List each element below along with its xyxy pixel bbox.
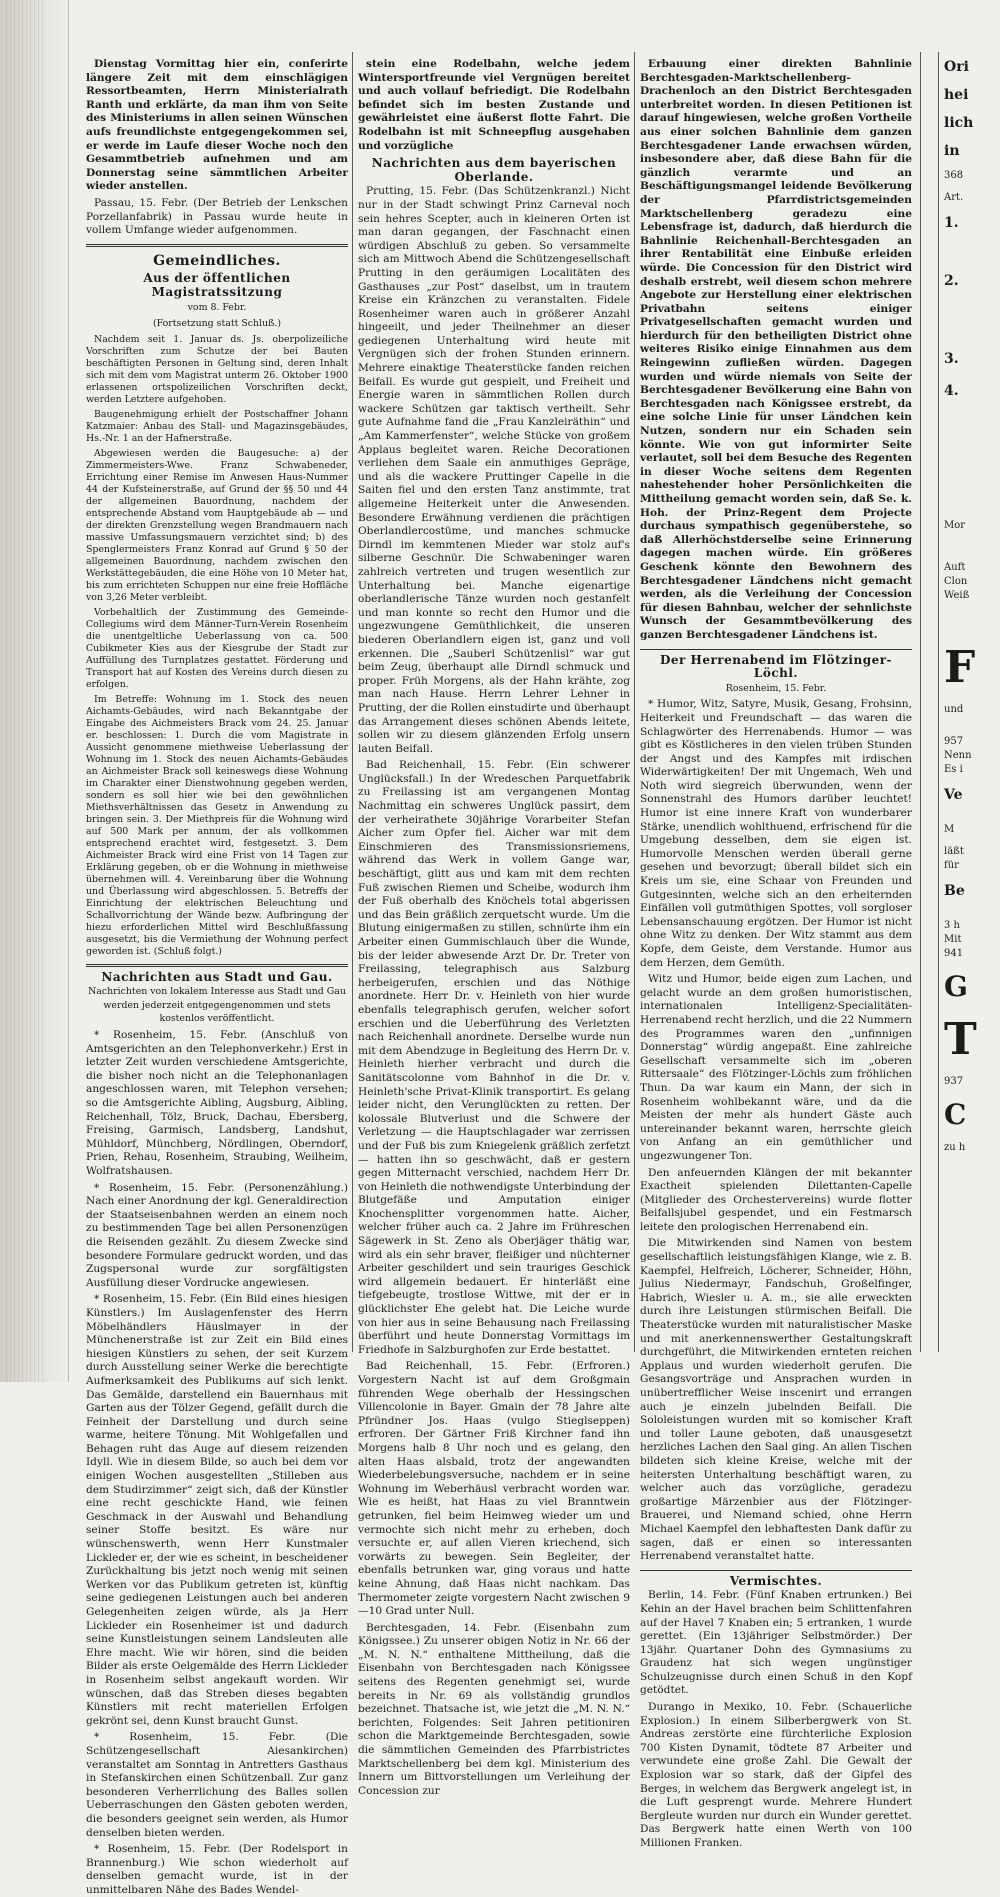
news-item: * Rosenheim, 15. Febr. (Anschluß von Amtsgerichten an den Telephonverkehr.) Erst in letzter Zeit wurden verschiedene Amtsgerichte, die bisher noch nicht an die Telephonanlagen angeschlossen waren, mit Telephon versehen; so die Amtsgerichte Aibling, Augsburg, Aibling, Reichenhall, Tölz, Bruck, Dachau, Ebersberg, Freising, Garmisch, Landsberg, Landshut, Mühldorf, Münchberg, Nördlingen, Oberndorf, Prien, Rehau, Rosenheim, Straubing, Weilheim, Wolfratshausen. xyxy=(86,1029,348,1177)
section-divider xyxy=(640,649,912,650)
cropped-text: Art. xyxy=(944,192,964,203)
news-item: * Rosenheim, 15. Febr. (Die Schützengesellschaft Aiesankirchen) veranstaltet am Sonntag in Antretters Gasthaus in Stefanskirchen einen Schützenball. Zur ganz besonderen Verherrlichung des Balles sollen Ueberraschungen den Gästen geboten werden, die besonders geeignet sein werden, als Humor denselben bieten werden. xyxy=(86,1731,348,1839)
article-dateline: Rosenheim, 15. Febr. xyxy=(725,682,827,694)
cropped-text: G xyxy=(944,970,968,1003)
cropped-text: 941 xyxy=(944,948,964,959)
article-paragraph: * Humor, Witz, Satyre, Musik, Gesang, Frohsinn, Heiterkeit und Freundschaft — das waren die Schlagwörter des Herrenabends. Humor — was gibt es Köstlicheres in den vielen trüben Stunden der Angst und des Kampfes mit irdischen Widerwärtigkeiten! Der mit Ungemach, Weh und Noth wird siegreich überwunden, wenn der Sonnenstrahl des Humors darüber leuchtet! Humor ist eine innere Kraft von wunderbarer Stärke, unendlich wohlthuend, erfrischend für die Umgebung desselben, dem sie eigen ist. Humorvolle Menschen werden überall gerne gesehen und bevorzugt; überall bildet sich ein Kreis um sie, eine Schaar von Freunden und Gutgesinnten, welche sich an den erheiternden Einfällen voll gutmüthigen Spottes, voll sorgloser Lebensanschauung ergötzen. Der Humor ist nicht ohne Witz zu denken. Der Witz stammt aus dem Kopfe, dem Geiste, dem Verstande. Humor aus dem Herzen, dem Gemüth. xyxy=(640,698,912,969)
binding-stripes xyxy=(6,0,46,1382)
news-item: Durango in Mexiko, 10. Febr. (Schauerliche Explosion.) In einem Silberbergwerk von St. Andreas zerstörte eine fürchterliche Explosion 700 Kisten Dynamit, tödtete 87 Arbeiter und verwundete eine große Zahl. Die Gewalt der Explosion war so stark, daß der Gipfel des Berges, in welchem das Bergwerk angelegt ist, in die Luft gesprengt wurde. Mehrere Hundert Bergleute wurden nur durch ein Wunder gerettet. Das Bergwerk hatte einen Werth von 100 Millionen Franken. xyxy=(640,1701,912,1849)
cropped-text: Nenn xyxy=(944,750,972,761)
section-divider xyxy=(640,1570,912,1571)
news-item: Berchtesgaden, 14. Febr. (Eisenbahn zum Königssee.) Zu unserer obigen Notiz in Nr. 66 der „M. N. N.“ enthaltene Mittheilung, daß die Eisenbahn von Berchtesgaden nach Königssee seitens des Regenten genehmigt sei, wurde bereits in Nr. 69 als vollständig grundlos bezeichnet. Thatsache ist, wie jetzt die „M. N. N.“ berichten, Folgendes: Seit Jahren petitioniren schon die Marktgemeinde Berchtesgaden, sowie die sämmtlichen Gemeinden des Pfarrbistrictes Marktschellenberg bei dem kgl. Ministerium des Innern um Bittvorstellungen um Verleihung der Concession zur xyxy=(358,1621,630,1797)
cropped-text: 957 xyxy=(944,736,964,747)
column-rule xyxy=(938,52,939,1352)
article-paragraph: Im Betreffe: Wohnung im 1. Stock des neuen Aichamts-Gebäudes, wird nach Bekanntgabe der Eingabe des Aichmeisters Brack vom 24. 25. Januar er. beschlossen: 1. Durch die vom Magistrate in Aussicht genommene miethweise Ueberlassung der Wohnung im 1. Stock des neuen Aichamts-Gebäudes an Aichmeister Brack soll keineswegs diese Wohnung im Charakter einer Dienstwohnung gegeben werden, sondern es soll hier wie bei den gewöhnlichen Miethsverhältnissen das Gesetz in Anwendung zu bringen sein. 3. Der Miethpreis für die Wohnung wird auf 500 Mark per annum, der als vollkommen entsprechend erachtet wird, festgesetzt. 3. Dem Aichmeister Brack wird eine Frist von 14 Tagen zur Erklärung gegeben, ob er die Wohnung in miethweise übernehmen will. 4. Vereinbarung über die Wohnung und Überlassung wird abgeschlossen. 5. Betreffs der Einrichtung der elektrischen Beleuchtung und Schallvorrichtung der Wände bezw. Aufbringung der hiezu erforderlichen Mittel wird Beschlußfassung ausgesetzt, bis die Vermiethung der Wohnung perfect geworden ist. (Schluß folgt.) xyxy=(86,693,348,957)
column-rule xyxy=(634,52,635,1352)
column-3 xyxy=(640,58,912,1849)
section-heading: Gemeindliches. xyxy=(153,252,281,269)
news-item: * Rosenheim, 15. Febr. (Ein Bild eines hiesigen Künstlers.) Im Auslagenfenster des Herrn Möbelhändlers Häuslmayer in der Münchenerstraße ist zur Zeit ein Bild eines hiesigen Künstlers zu sehen, der seit Kurzem durch Ausstellung seiner Werke die berechtigte Aufmerksamkeit des Publikums auf sich lenkt. Das Gemälde, darstellend ein Bauernhaus mit Garten aus der Tölzer Gegend, gefällt durch die Feinheit der Darstellung und durch seine warme, heitere Tönung. Mit Wohlgefallen und Behagen ruht das Auge auf diesem reizenden Idyll. Wie in diesem Bilde, so auch bei dem vor einigen Wochen ausgestellten „Stilleben aus dem Studirzimmer“ zeigt sich, daß der Künstler eine recht geschickte Hand, wie feinen Geschmack in der Auswahl und Behandlung seiner Stoffe besitzt. Es wäre nur wünschenswerth, wenn Herr Kunstmaler Lickleder er, der wie es scheint, in bescheidener Zurückhaltung bis jetzt noch wenig mit seinen Werken vor das Publikum getreten ist, künftig seine gediegenen Leistungen auch bei anderen Gelegenheiten zeigen würde, als ja Herr Lickleder ein Rosenheimer ist und dadurch seine Kunstleistungen seinem Landsleuten alle Ehre macht. Wie wir hören, sind die beiden Bilder als erste Oelgemälde des Herrn Lickleder in Rosenheim selbst angekauft worden. Wir wünschen, daß das Streben dieses begabten Künstlers mit recht materiellen Erfolgen gekrönt sei, denn Kunst braucht Gunst. xyxy=(86,1293,348,1727)
cropped-text: 3 h xyxy=(944,920,960,931)
cropped-text: F xyxy=(944,642,976,693)
news-item: Bad Reichenhall, 15. Febr. (Erfroren.) Vorgestern Nacht ist auf dem Großgmain führenden Wege oberhalb der Hessingschen Villencolonie in Bayer. Gmain der 78 Jahre alte Pfründner Jos. Haas (vulgo Stieglseppen) erfroren. Der Gärtner Friß Kirchner fand ihn Morgens halb 8 Uhr noch und es gelang, den alten Haas alsbald, trotz der angewandten Wiederbelebungsversuche, nachdem er in seine Wohnung im Weberhäusl verbracht worden war. Wie es heißt, hat Haas zu viel Branntwein getrunken, fiel beim Heimweg wieder um und vermochte sich nicht mehr zu erheben, doch versuchte er, auf allen Vieren kriechend, sich vorwärts zu bewegen. Sein Begleiter, der ebenfalls betrunken war, ging voraus und hatte keine Ahnung, daß Haas nicht nachkam. Das Thermometer zeigte vorgestern Nacht zwischen 9—10 Grad unter Null. xyxy=(358,1360,630,1618)
article-paragraph: Erbauung einer direkten Bahnlinie Berchtesgaden-Marktschellenberg-Drachenloch an den District Berchtesgaden unterbreitet worden. In diesen Petitionen ist darauf hingewiesen, welche großen Vortheile aus einer solchen Bahnlinie dem ganzen Berchtesgadener Lande erwachsen würden, insbesondere aber, daß diese Bahn für die gänzlich verarmte und an Beschäftigungsmangel leidende Bevölkerung der Pfarrdistrictsgemeinden Marktschellenberg geradezu eine Lebensfrage ist, dadurch, daß hierdurch die Bahnlinie Reichenhall-Berchtesgaden an ihrer Rentabilität eine Einbuße erleiden würde. Die Concession für den District wird deshalb erstrebt, weil diesem schon mehrere Angebote zur Herstellung einer elektrischen Privatbahn seitens einiger Privatgesellschaften gemacht wurden und hierdurch für den betheiligten District ohne weiteres Risiko einige Einnahmen aus dem Reingewinn zufließen würden. Dagegen wurden und würde niemals von Seite der Berchtesgadener Bevölkerung eine Bahn von Berchtesgaden nach Königssee erstrebt, da eine solche Linie für unser Ländchen kein Nutzen, sondern nur ein Schaden sein könnte. Wie von gut informirter Seite verlautet, soll bei dem Besuche des Regenten in dieser Woche seitens dem Regenten nahestehender hoher Persönlichkeiten die Mittheilung gemacht worden sein, daß Se. k. Hoh. der Prinz-Regent dem Projecte durchaus sympathisch gegenüberstehe, so daß Allerhöchstderselbe seine Erinnerung dagegen machen würde. Ein größeres Geschenk könnte den Bewohnern des Berchtesgadener Ländchens nicht gemacht werden, als die Verleihung der Concession für diesen Bahnbau, welcher der sehnlichste Wunsch der Gesammtbevölkerung des ganzen Berchtesgadener Ländchens ist. xyxy=(640,58,912,641)
article-paragraph: Witz und Humor, beide eigen zum Lachen, und gelacht wurde an dem großen humoristischen, internationalen Intelligenz-Specialitäten-Herrenabend recht herzlich, und die 22 Nummern des Programmes waren den „unfinnigen Donnerstag“ würdig angepaßt. Eine zahlreiche Gesellschaft versammelte sich im „oberen Rittersaale“ des Flötzinger-Löchls zum fröhlichen Thun. Da war kaum ein Mann, der sich in Rosenheim wohlbekannt wäre, und da die Meisten der mehr als hundert Gäste auch untereinander bekannt waren, herrschte gleich von Anfang an ein gemüthlicher und ungezwungener Ton. xyxy=(640,973,912,1162)
news-item: * Rosenheim, 15. Febr. (Der Rodelsport in Brannenburg.) Wie schon wiederholt auf denselben gemacht wurde, ist in der unmittelbaren Nähe des Bades Wendel- xyxy=(86,1843,348,1896)
section-divider xyxy=(86,244,348,247)
article-heading: Aus der öffentlichen Magistratssitzung xyxy=(143,271,291,299)
cropped-text: zu h xyxy=(944,1142,966,1153)
cropped-text: Ori xyxy=(944,59,969,75)
article-paragraph: Die Mitwirkenden sind Namen von bestem gesellschaftlich leistungsfähigen Klange, wie z. B. Kaempfel, Helfreich, Löcherer, Schneider, Höhn, Julius Niedermayr, Fandschuh, Großelfinger, Habrich, Wiesler u. A. m., sie alle erweckten durch ihre Leistungen stürmischen Beifall. Die Theaterstücke wurden mit naturalistischer Maske und mit anerkennenswerther Gestaltungskraft durchgeführt, die Mitwirkenden ernteten reichen Applaus und wurden wiederholt gerufen. Die Gesangsvorträge und Ansprachen wurden in unübertrefflicher Weise inscenirt und errangen auch je einzeln jubelnden Beifall. Die Sololeistungen wurden mit so komischer Kraft und toller Laune geboten, daß unausgesetzt herzliches Lachen den Saal ging. An allen Tischen bildeten sich kleine Kreise, welche mit der heitersten Unterhaltung beschäftigt waren, zu welcher auch das vorzügliche, geradezu großartige Märzenbier aus der Flötzinger-Brauerei, und Niemand schied, ohne Herrn Michael Kaempfel den lebhaftesten Dank dafür zu sagen, daß er einen so interessanten Herrenabend veranstaltet hatte. xyxy=(640,1237,912,1563)
column-4-cropped xyxy=(944,58,1000,1358)
column-rule xyxy=(920,52,921,1352)
cropped-text: 3. xyxy=(944,351,959,367)
cropped-text: Es i xyxy=(944,764,963,775)
section-heading: Vermischtes. xyxy=(729,1573,823,1588)
cropped-text: Auft xyxy=(944,562,966,573)
cropped-text: hei xyxy=(944,87,969,103)
article-date: vom 8. Febr. xyxy=(187,301,247,313)
cropped-text: Mit xyxy=(944,934,962,945)
cropped-text: läßt xyxy=(944,846,964,857)
section-heading: Nachrichten aus Stadt und Gau. xyxy=(101,969,333,984)
article-note: (Fortsetzung statt Schluß.) xyxy=(153,318,281,330)
article-paragraph: Abgewiesen werden die Baugesuche: a) der Zimmermeisters-Wwe. Franz Schwabeneder, Errichtung einer Remise im Anwesen Haus-Nummer 44 der Kufsteinerstraße, auf Grund der §§ 50 und 44 der allgemeinen Bauordnung, nachdem der entsprechende Abstand vom Hauptgebäude ab — und der direkten Grenzstellung wegen Brandmauern nach massive Umfassungsmauern verzichtet sind; b) des Spenglermeisters Franz Konrad auf Grund § 50 der allgemeinen Bauordnung, nachdem zwischen den Werkstättegebäuden, die eine Höhe von 10 Meter hat, bis zum errichteten Schuppen nur eine freie Hoffläche von 3,26 Meter verbleibt. xyxy=(86,447,348,603)
article-heading: Der Herrenabend im Flötzinger-Löchl. xyxy=(659,652,893,681)
cropped-text: 937 xyxy=(944,1076,964,1087)
cropped-text: Mor xyxy=(944,520,966,531)
cropped-text: C xyxy=(944,1098,967,1131)
news-item: Bad Reichenhall, 15. Febr. (Ein schwerer Unglücksfall.) In der Wredeschen Parquetfabrik zu Freilassing ist am vergangenen Montag Nachmittag ein schweres Unglück passirt, dem der verheirathete 30jährige Vorarbeiter Stefan Aicher zum Opfer fiel. Aicher war mit dem Einschmieren des Transmissionsriemens, während das Werk in vollem Gange war, beschäftigt, glitt aus und kam mit dem rechten Fuß zwischen Riemen und Scheibe, wodurch ihm der Fuß oberhalb des Knöchels total abgerissen und das Bein gräßlich zerquetscht wurde. Um die Blutung einigermaßen zu stillen, schnürte ihm ein Arbeiter einen Gummischlauch über die Wunde, bis der leider abwesende Arzt Dr. Dr. Treter von Freilassing, telegraphisch aus Salzburg herbeigerufen, erschien und das Nöthige anordnete. Herr Dr. v. Heinleth von hier wurde ebenfalls telegraphisch gerufen, welcher sofort erschien und die Ueberführung des Verletzten nach Reichenhall anordnete. Derselbe wurde nun mit dem Abendzuge in Begleitung des Herrn Dr. v. Heinleth hierher verbracht und durch die Sanitätscolonne vom Bahnhof in die Dr. v. Heinleth'sche Privat-Klinik transportirt. Es gelang leider nicht, den Verunglückten zu retten. Der kolossale Blutverlust und die Schwere der Verletzung — die Hauptschlagader war zerrissen und der Fuß bis zum Kniegelenk gräßlich zerfetzt — hatten ihn so geschwächt, daß er gestern gegen Mitternacht verschied, nachdem Herr Dr. von Heinleth die nothwendigste Unterbindung der Blutgefäße und Amputation einiger Knochensplitter vorgenommen hatte. Aicher, welcher früher auch ca. 2 Jahre im Frühreschen Sägewerk in St. Zeno als Oberjäger thätig war, wird als ein sehr braver, fleißiger und nüchterner Arbeiter geschildert und sein trauriges Geschick wird allgemein bedauert. Er hinterläßt eine tiefgebeugte, trostlose Wittwe, mit der er in glücklichster Ehe gelebt hat. Die Leiche wurde von hier aus in seine Behausung nach Freilassing überführt und heute Donnerstag Vormittags im Friedhofe in Salzburghofen zur Erde bestattet. xyxy=(358,759,630,1356)
column-rule xyxy=(352,52,353,1352)
news-item: Passau, 15. Febr. (Der Betrieb der Lenkschen Porzellanfabrik) in Passau wurde heute in vollem Umfange wieder aufgenommen. xyxy=(86,196,348,237)
cropped-text: in xyxy=(944,143,960,159)
article-paragraph: Nachdem seit 1. Januar ds. Js. oberpolizeiliche Vorschriften zum Schutze der bei Bauten beschäftigten Personen in Geltung sind, deren Inhalt sich mit dem vom Magistrat unterm 26. Oktober 1900 erlassenen ortspolizeilichen Vorschriften deckt, werden Letztere aufgehoben. xyxy=(86,333,348,405)
column-1 xyxy=(86,58,348,1896)
binding-edge xyxy=(0,0,69,1382)
news-item: Prutting, 15. Febr. (Das Schützenkranzl.) Nicht nur in der Stadt schwingt Prinz Carneval noch sein hehres Scepter, auch in kleineren Orten ist man daran gegangen, der Faschnacht einen würdigen Abschluß zu geben. So versammelte sich am Mittwoch Abend die Schützengesellschaft Prutting in den geräumigen Localitäten des Gasthauses „zur Post“ daselbst, um in trautem Kreise ein Kränzchen zu veranstalten. Fidele Rosenheimer waren auch in größerer Anzahl hingeeilt, und jeder Theilnehmer an dieser gediegenen Unterhaltung wird heute mit Vergnügen sich der frohen Stunden erinnern. Mehrere einaktige Theaterstücke fanden reichen Beifall. Es wurde gut gespielt, und Freiheit und Energie waren in sämmtlichen Rollen durch wackere Schützen gar taktisch vertheilt. Sehr gute Aufnahme fand die „Frau Kanzleiräthin“ und „Am Kammerfenster“, welche Stücke von großem Applaus begleitet waren. Reiche Decorationen verliehen dem Saale ein anmuthiges Gepräge, und als die wackere Pruttinger Capelle in die Saiten fiel und den ersten Tanz anstimmte, trat allgemeine Heiterkeit unter die Anwesenden. Besondere Erwähnung verdienen die prächtigen Oberlandlercostüme, und manches schmucke Dirndl im kemmtenen Mieder war stolz auf's silberne Geschnür. Die Schwabeninger waren zahlreich vertreten und trugen wesentlich zur Unterhaltung bei. Manche eigenartige oberlandlerische Tänze wurden noch gestanfelt und man konnte so recht den Humor und die ungezwungene Gemüthlichkeit, die unseren biederen Oberlandlern eigen ist, ganz und voll erkennen. Die „Sauberl Schützenlisl“ war gut beim Zeug, überhaupt alle Dirndl schmuck und proper. Früh Morgens, als der Hahn krähte, zog man nach Hause. Herrn Lehrer Lehner in Prutting, der die Rollen einstudirte und überhaupt das Arrangement dieses schönen Abends leitete, sollen wir zu diesem glänzenden Erfolg unsern lauten Beifall. xyxy=(358,185,630,755)
column-2 xyxy=(358,58,630,1797)
cropped-text: T xyxy=(944,1014,977,1065)
section-subheading: Nachrichten von lokalem Interesse aus Stadt und Gau werden jederzeit entgegengenommen und stets kostenlos veröffentlicht. xyxy=(88,986,346,1025)
cropped-text: 1. xyxy=(944,215,959,231)
cropped-text: Be xyxy=(944,883,965,899)
news-item: * Rosenheim, 15. Febr. (Personenzählung.) Nach einer Anordnung der kgl. Generaldirection der Staatseisenbahnen werden an einem noch zu bestimmenden Tage bei allen Personenzügen die Reisenden gezählt. Zu diesem Zwecke sind besondere Formulare gedruckt worden, und das Zugspersonal wurde zur sorgfältigsten Ausfüllung dieser Vordrucke angewiesen. xyxy=(86,1181,348,1289)
cropped-text: Weiß xyxy=(944,590,970,601)
section-heading: Nachrichten aus dem bayerischen Oberlande. xyxy=(371,156,617,184)
article-paragraph: Vorbehaltlich der Zustimmung des Gemeinde-Collegiums wird dem Männer-Turn-Verein Rosenheim die unentgeltliche Ueberlassung von ca. 500 Cubikmeter Kies aus der Kiesgrube der Stadt zur Auffüllung des Turnplatzes gestattet. Förderung und Transport hat auf Kosten des Vereins durch diesen zu erfolgen. xyxy=(86,606,348,690)
news-item: Berlin, 14. Febr. (Fünf Knaben ertrunken.) Bei Kehin an der Havel brachen beim Schlittenfahren auf der Havel 7 Knaben ein; 5 ertranken, 1 wurde gerettet. (Ein 13jähriger Selbstmörder.) Der 13jähr. Quartaner Dohn des Gymnasiums zu Graudenz hat sich wegen ungünstiger Schulzeugnisse durch einen Schuß in den Kopf getödtet. xyxy=(640,1589,912,1697)
article-paragraph: stein eine Rodelbahn, welche jedem Wintersportfreunde viel Vergnügen bereitet und auch vollauf befriedigt. Die Rodelbahn befindet sich im besten Zustande und gewährleistet eine äußerst flotte Fahrt. Die Rodelbahn ist mit Schneepflug ausgehaben und vorzügliche xyxy=(358,58,630,152)
article-paragraph: Baugenehmigung erhielt der Postschaffner Johann Katzmaier: Anbau des Stall- und Magazinsgebäudes, Hs.-Nr. 1 an der Hafnerstraße. xyxy=(86,408,348,444)
cropped-text: Ve xyxy=(944,787,963,803)
cropped-text: und xyxy=(944,704,964,715)
cropped-text: M xyxy=(944,824,955,835)
section-divider xyxy=(86,964,348,967)
cropped-text: 4. xyxy=(944,383,959,399)
cropped-text: für xyxy=(944,860,959,871)
cropped-text: Clon xyxy=(944,576,968,587)
cropped-text: 368 xyxy=(944,170,964,181)
cropped-text: 2. xyxy=(944,273,959,289)
article-paragraph: Den anfeuernden Klängen der mit bekannter Exactheit spielenden Dilettanten-Capelle (Mitglieder des Orchestervereins) wurde flotter Beifallsjubel gespendet, und ein Festmarsch leitete den prologischen Herrenabend ein. xyxy=(640,1166,912,1233)
cropped-text: lich xyxy=(944,115,974,131)
article-paragraph: Dienstag Vormittag hier ein, conferirte längere Zeit mit dem einschlägigen Ressortbeamten, Herrn Ministerialrath Ranth und erklärte, da man ihm von Seite des Ministeriums in allen seinen Wünschen aufs freundlichste entgegengekommen sei, er werde im Laufe dieser Woche noch den Gesammtbetrieb aufnehmen und am Donnerstag seine sämmtlichen Arbeiter wieder anstellen. xyxy=(86,58,348,193)
